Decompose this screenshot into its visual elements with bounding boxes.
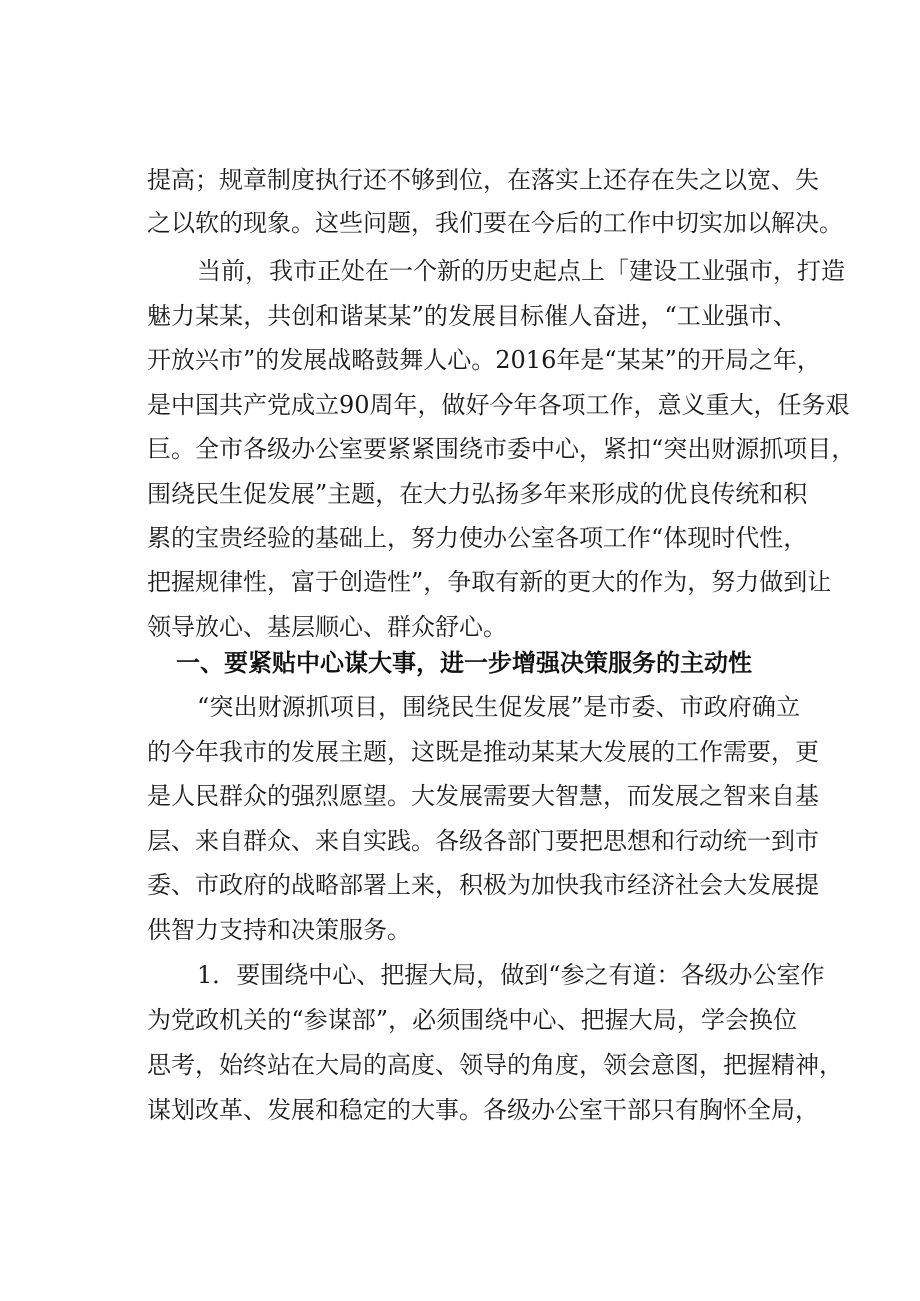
body-text-line: 1．要围绕中心、把握大局，做到“参之有道：各级办公室作 xyxy=(197,961,825,989)
body-text-line: 供智力支持和决策服务。 xyxy=(147,916,411,944)
body-text-line: 之以软的现象。这些问题，我们要在今后的工作中切实加以解决。 xyxy=(147,209,843,237)
body-text-line: 层、来自群众、来自实践。各级各部门要把思想和行动统一到市 xyxy=(147,827,819,855)
body-text-line: 的今年我市的发展主题，这既是推动某某大发展的工作需要，更 xyxy=(147,738,819,766)
body-text-line: 巨。全市各级办公室要紧紧围绕市委中心，紧扣“突出财源抓项目， xyxy=(147,435,856,463)
body-text-line: 围绕民生促发展”主题，在大力弘扬多年来形成的优良传统和积 xyxy=(147,480,808,508)
section-heading: 一、要紧贴中心谋大事，进一步增强决策服务的主动性 xyxy=(176,649,752,677)
body-text-line: 开放兴市”的发展战略鼓舞人心。2016年是“某某”的开局之年， xyxy=(147,346,821,374)
body-text-line: “突出财源抓项目，围绕民生促发展”是市委、市政府确立 xyxy=(197,693,800,721)
body-text-line: 提高；规章制度执行还不够到位，在落实上还存在失之以宽、失 xyxy=(147,166,819,194)
body-text-line: 当前，我市正处在一个新的历史起点上「建设工业强市，打造 xyxy=(197,257,845,285)
body-text-line: 把握规律性，富于创造性”，争取有新的更大的作为，努力做到让 xyxy=(147,568,832,596)
body-text-line: 谋划改革、发展和稳定的大事。各级办公室干部只有胸怀全局， xyxy=(147,1096,819,1124)
body-text-line: 魅力某某，共创和谐某某”的发展目标催人奋进，“工业强市、 xyxy=(147,302,797,330)
body-text-line: 领导放心、基层顺心、群众舒心。 xyxy=(147,613,507,641)
body-text-line: 为党政机关的“参谋部”，必须围绕中心、把握大局，学会换位 xyxy=(147,1006,797,1034)
body-text-line: 是中国共产党成立90周年，做好今年各项工作，意义重大，任务艰 xyxy=(147,391,850,419)
body-text-line: 委、市政府的战略部署上来，积极为加快我市经济社会大发展提 xyxy=(147,871,819,899)
body-text-line: 是人民群众的强烈愿望。大发展需要大智慧，而发展之智来自基 xyxy=(147,782,819,810)
body-text-line: 累的宝贵经验的基础上，努力使办公室各项工作“体现时代性， xyxy=(147,524,808,552)
body-text-line: 思考，始终站在大局的高度、领导的角度，领会意图，把握精神， xyxy=(147,1051,843,1079)
